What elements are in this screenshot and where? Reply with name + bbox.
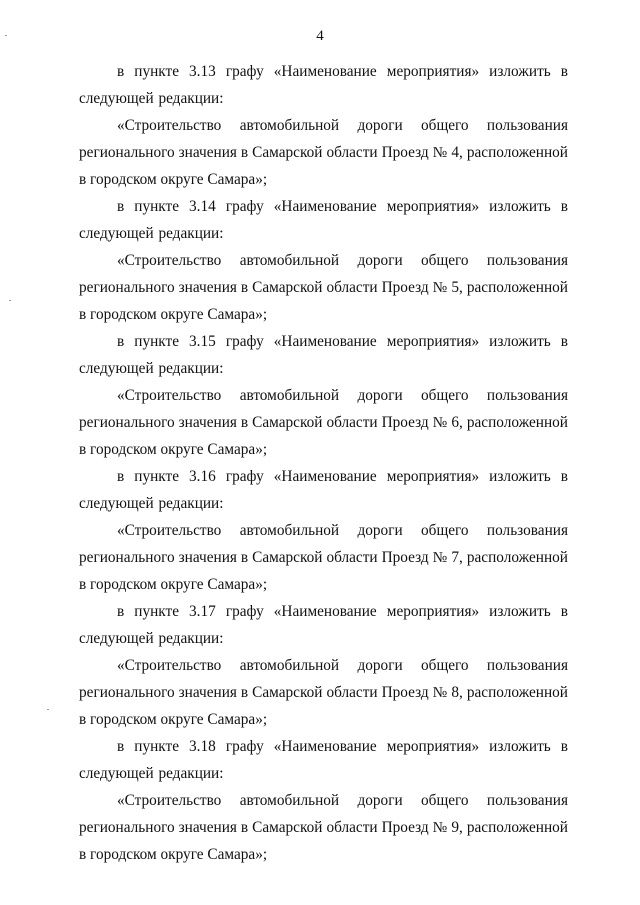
amendment-quote: «Строительство автомобильной дороги общего пользования регионального значения в Самарской области Проезд № 5, расположенной в городском округе Самара»; [79, 252, 568, 323]
amendment-quote: «Строительство автомобильной дороги общего пользования регионального значения в Самарской области Проезд № 9, расположенной в городском округе Самара»; [79, 792, 568, 863]
scan-speck [5, 35, 7, 36]
document-body [79, 58, 568, 868]
scan-speck [47, 709, 49, 710]
amendment-quote: «Строительство автомобильной дороги общего пользования регионального значения в Самарской области Проезд № 7, расположенной в городском округе Самара»; [79, 522, 568, 593]
amendment-instruction: в пункте 3.17 графу «Наименование мероприятия» изложить в следующей редакции: [79, 603, 568, 647]
scan-speck [9, 300, 11, 301]
amendment-instruction: в пункте 3.15 графу «Наименование мероприятия» изложить в следующей редакции: [79, 333, 568, 377]
amendment-instruction: в пункте 3.16 графу «Наименование мероприятия» изложить в следующей редакции: [79, 468, 568, 512]
amendment-quote: «Строительство автомобильной дороги общего пользования регионального значения в Самарской области Проезд № 8, расположенной в городском округе Самара»; [79, 657, 568, 728]
amendment-instruction: в пункте 3.13 графу «Наименование мероприятия» изложить в следующей редакции: [79, 63, 568, 107]
amendment-quote: «Строительство автомобильной дороги общего пользования регионального значения в Самарской области Проезд № 4, расположенной в городском округе Самара»; [79, 117, 568, 188]
amendment-instruction: в пункте 3.18 графу «Наименование мероприятия» изложить в следующей редакции: [79, 738, 568, 782]
page-number: 4 [316, 28, 324, 44]
amendment-instruction: в пункте 3.14 графу «Наименование мероприятия» изложить в следующей редакции: [79, 198, 568, 242]
amendment-quote: «Строительство автомобильной дороги общего пользования регионального значения в Самарской области Проезд № 6, расположенной в городском округе Самара»; [79, 387, 568, 458]
